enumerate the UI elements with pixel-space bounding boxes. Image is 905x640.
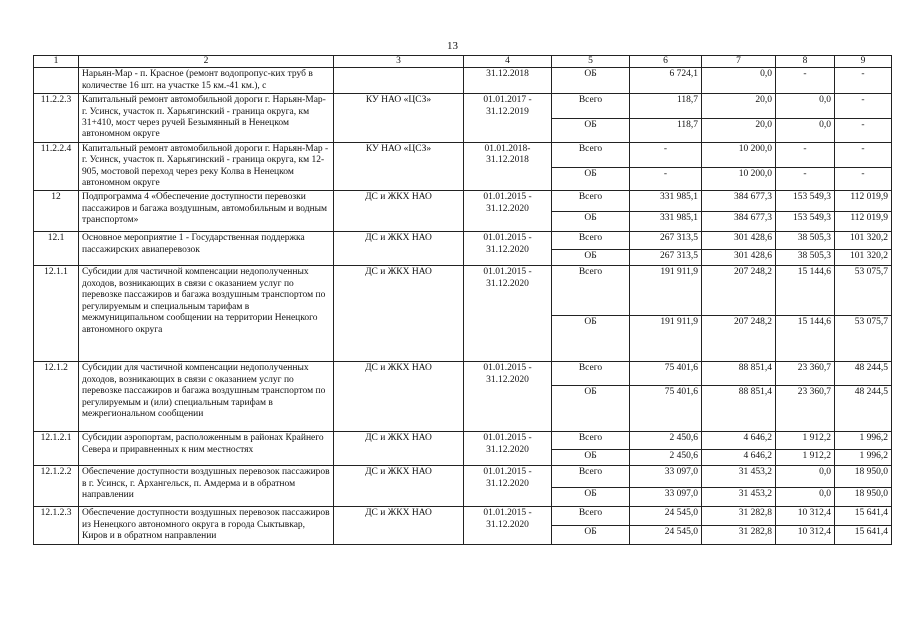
amount-cell-c9: - [835,94,892,118]
amount-cell-c8: 10 312,4 [776,526,835,545]
item-name-cell: Субсидии аэропортам, расположенным в районах Крайнего Севера и приравненных к ним местностях [79,432,334,466]
item-code-cell: 12.1.1 [34,266,79,362]
amount-cell-c7: 20,0 [702,118,776,142]
funding-type-cell: Всего [552,466,630,488]
table-row [34,142,892,168]
period-cell: 01.01.2015 - 31.12.2020 [464,191,552,232]
amount-cell-c7: 88 851,4 [702,386,776,432]
item-code-cell: 12.1 [34,232,79,266]
amount-cell-c6: 118,7 [630,118,702,142]
amount-cell-c8: 1 912,2 [776,432,835,450]
header-row [34,56,892,68]
amount-cell-c6: 191 911,9 [630,266,702,316]
funding-type-cell: Всего [552,142,630,168]
amount-cell-c9: 18 950,0 [835,466,892,488]
amount-cell-c6: 75 401,6 [630,362,702,386]
amount-cell-c9: 48 244,5 [835,386,892,432]
period-cell: 01.01.2017 - 31.12.2019 [464,94,552,143]
amount-cell-c9: - [835,142,892,168]
amount-cell-c7: 207 248,2 [702,316,776,362]
amount-cell-c6: 24 545,0 [630,507,702,526]
amount-cell-c8: 38 505,3 [776,250,835,266]
period-cell: 01.01.2015 - 31.12.2020 [464,232,552,266]
amount-cell-c7: 0,0 [702,68,776,94]
amount-cell-c9: 101 320,2 [835,232,892,250]
amount-cell-c6: 2 450,6 [630,432,702,450]
amount-cell-c7: 10 200,0 [702,168,776,191]
table-row [34,432,892,450]
funding-type-cell: ОБ [552,316,630,362]
amount-cell-c8: - [776,168,835,191]
amount-cell-c6: 2 450,6 [630,450,702,466]
amount-cell-c6: 33 097,0 [630,488,702,507]
item-name-cell: Нарьян-Мар - п. Красное (ремонт водопропус-ких труб в количестве 16 шт. на участке 15 км.-41 км.), с [79,68,334,94]
amount-cell-c7: 4 646,2 [702,450,776,466]
executor-cell: КУ НАО «ЦСЗ» [334,142,464,191]
budget-table [33,55,892,545]
header-cell: 8 [776,56,835,68]
period-cell: 01.01.2015 - 31.12.2020 [464,507,552,545]
funding-type-cell: ОБ [552,250,630,266]
amount-cell-c7: 301 428,6 [702,232,776,250]
amount-cell-c9: 48 244,5 [835,362,892,386]
amount-cell-c7: 31 282,8 [702,507,776,526]
funding-type-cell: Всего [552,362,630,386]
amount-cell-c8: 15 144,6 [776,266,835,316]
amount-cell-c7: 384 677,3 [702,191,776,212]
executor-cell: ДС и ЖКХ НАО [334,232,464,266]
amount-cell-c8: 15 144,6 [776,316,835,362]
header-cell: 2 [79,56,334,68]
item-code-cell [34,68,79,94]
item-name-cell: Субсидии для частичной компенсации недополученных доходов, возникающих в связи с оказанием услуг по перевозке пассажиров и багажа воздушным транспортом по регулируемым и (или) специальным тарифам в межрегиональном сообщении [79,362,334,432]
funding-type-cell: ОБ [552,526,630,545]
header-cell: 4 [464,56,552,68]
amount-cell-c9: 18 950,0 [835,488,892,507]
item-code-cell: 12 [34,191,79,232]
table-row [34,68,892,94]
funding-type-cell: ОБ [552,118,630,142]
amount-cell-c9: 101 320,2 [835,250,892,266]
funding-type-cell: ОБ [552,488,630,507]
funding-type-cell: Всего [552,191,630,212]
amount-cell-c6: 6 724,1 [630,68,702,94]
table-row [34,266,892,316]
amount-cell-c8: 0,0 [776,466,835,488]
period-cell: 01.01.2018- 31.12.2018 [464,142,552,191]
amount-cell-c9: 53 075,7 [835,316,892,362]
item-name-cell: Обеспечение доступности воздушных перевозок пассажиров из Ненецкого автономного округа в города Сыктывкар, Киров и в обратном направлении [79,507,334,545]
item-name-cell: Подпрограмма 4 «Обеспечение доступности перевозки пассажиров и багажа воздушным, автомобильным и водным транспортом» [79,191,334,232]
amount-cell-c7: 384 677,3 [702,212,776,232]
table-row [34,232,892,250]
amount-cell-c8: 0,0 [776,488,835,507]
amount-cell-c8: - [776,68,835,94]
header-cell: 1 [34,56,79,68]
amount-cell-c6: 24 545,0 [630,526,702,545]
executor-cell: ДС и ЖКХ НАО [334,266,464,362]
period-cell: 01.01.2015 - 31.12.2020 [464,466,552,507]
amount-cell-c7: 88 851,4 [702,362,776,386]
period-cell: 01.01.2015 - 31.12.2020 [464,432,552,466]
funding-type-cell: ОБ [552,212,630,232]
amount-cell-c9: 15 641,4 [835,526,892,545]
amount-cell-c7: 31 282,8 [702,526,776,545]
item-code-cell: 12.1.2.2 [34,466,79,507]
executor-cell: ДС и ЖКХ НАО [334,466,464,507]
executor-cell: ДС и ЖКХ НАО [334,432,464,466]
amount-cell-c8: 38 505,3 [776,232,835,250]
header-cell: 7 [702,56,776,68]
amount-cell-c8: 1 912,2 [776,450,835,466]
amount-cell-c6: - [630,168,702,191]
amount-cell-c6: 75 401,6 [630,386,702,432]
executor-cell: КУ НАО «ЦСЗ» [334,94,464,143]
amount-cell-c6: 33 097,0 [630,466,702,488]
table-row [34,362,892,386]
table-row [34,191,892,212]
header-cell: 3 [334,56,464,68]
amount-cell-c9: 1 996,2 [835,432,892,450]
amount-cell-c8: 153 549,3 [776,191,835,212]
table-row [34,507,892,526]
amount-cell-c8: - [776,142,835,168]
amount-cell-c9: - [835,118,892,142]
funding-type-cell: Всего [552,266,630,316]
amount-cell-c8: 0,0 [776,118,835,142]
item-name-cell: Капитальный ремонт автомобильной дороги г. Нарьян-Мар-г. Усинск, участок п. Харьягинский - граница округа, км 31+410, мост через ручей Безымянный в Ненецком автономном округе [79,94,334,143]
period-cell: 31.12.2018 [464,68,552,94]
header-cell: 9 [835,56,892,68]
amount-cell-c9: 15 641,4 [835,507,892,526]
period-cell: 01.01.2015 - 31.12.2020 [464,362,552,432]
amount-cell-c9: 53 075,7 [835,266,892,316]
funding-type-cell: ОБ [552,68,630,94]
header-cell: 6 [630,56,702,68]
item-code-cell: 12.1.2 [34,362,79,432]
funding-type-cell: Всего [552,232,630,250]
amount-cell-c6: - [630,142,702,168]
amount-cell-c7: 31 453,2 [702,488,776,507]
item-name-cell: Основное мероприятие 1 - Государственная поддержка пассажирских авиаперевозок [79,232,334,266]
executor-cell: ДС и ЖКХ НАО [334,507,464,545]
amount-cell-c8: 153 549,3 [776,212,835,232]
funding-type-cell: ОБ [552,450,630,466]
amount-cell-c6: 191 911,9 [630,316,702,362]
header-cell: 5 [552,56,630,68]
executor-cell: ДС и ЖКХ НАО [334,191,464,232]
item-code-cell: 11.2.2.4 [34,142,79,191]
funding-type-cell: ОБ [552,168,630,191]
item-name-cell: Обеспечение доступности воздушных перевозок пассажиров в г. Усинск, г. Архангельск, п. Амдерма и в обратном направлении [79,466,334,507]
amount-cell-c7: 301 428,6 [702,250,776,266]
amount-cell-c7: 4 646,2 [702,432,776,450]
amount-cell-c6: 331 985,1 [630,212,702,232]
amount-cell-c6: 267 313,5 [630,232,702,250]
item-code-cell: 12.1.2.1 [34,432,79,466]
executor-cell: ДС и ЖКХ НАО [334,362,464,432]
period-cell: 01.01.2015 - 31.12.2020 [464,266,552,362]
table-row [34,94,892,118]
amount-cell-c8: 10 312,4 [776,507,835,526]
amount-cell-c7: 31 453,2 [702,466,776,488]
funding-type-cell: Всего [552,432,630,450]
amount-cell-c9: 1 996,2 [835,450,892,466]
amount-cell-c7: 10 200,0 [702,142,776,168]
amount-cell-c8: 23 360,7 [776,386,835,432]
item-name-cell: Субсидии для частичной компенсации недополученных доходов, возникающих в связи с оказанием услуг по перевозке пассажиров и багажа воздушным транспортом по регулируемым и специальным тарифам в межмуниципальном сообщении на территории Ненецкого автономного округа [79,266,334,362]
amount-cell-c6: 118,7 [630,94,702,118]
item-code-cell: 11.2.2.3 [34,94,79,143]
funding-type-cell: Всего [552,507,630,526]
amount-cell-c8: 23 360,7 [776,362,835,386]
amount-cell-c9: 112 019,9 [835,191,892,212]
amount-cell-c6: 267 313,5 [630,250,702,266]
funding-type-cell: Всего [552,94,630,118]
page-number: 13 [447,40,458,52]
item-name-cell: Капитальный ремонт автомобильной дороги г. Нарьян-Мар - г. Усинск, участок п. Харьягинский - граница округа, км 12-905, мостовой переход через реку Колва в Ненецком автономном округе [79,142,334,191]
executor-cell [334,68,464,94]
funding-type-cell: ОБ [552,386,630,432]
table-row [34,466,892,488]
item-code-cell: 12.1.2.3 [34,507,79,545]
amount-cell-c9: - [835,68,892,94]
amount-cell-c9: 112 019,9 [835,212,892,232]
amount-cell-c7: 20,0 [702,94,776,118]
amount-cell-c9: - [835,168,892,191]
amount-cell-c7: 207 248,2 [702,266,776,316]
amount-cell-c6: 331 985,1 [630,191,702,212]
amount-cell-c8: 0,0 [776,94,835,118]
table-body [34,68,892,545]
